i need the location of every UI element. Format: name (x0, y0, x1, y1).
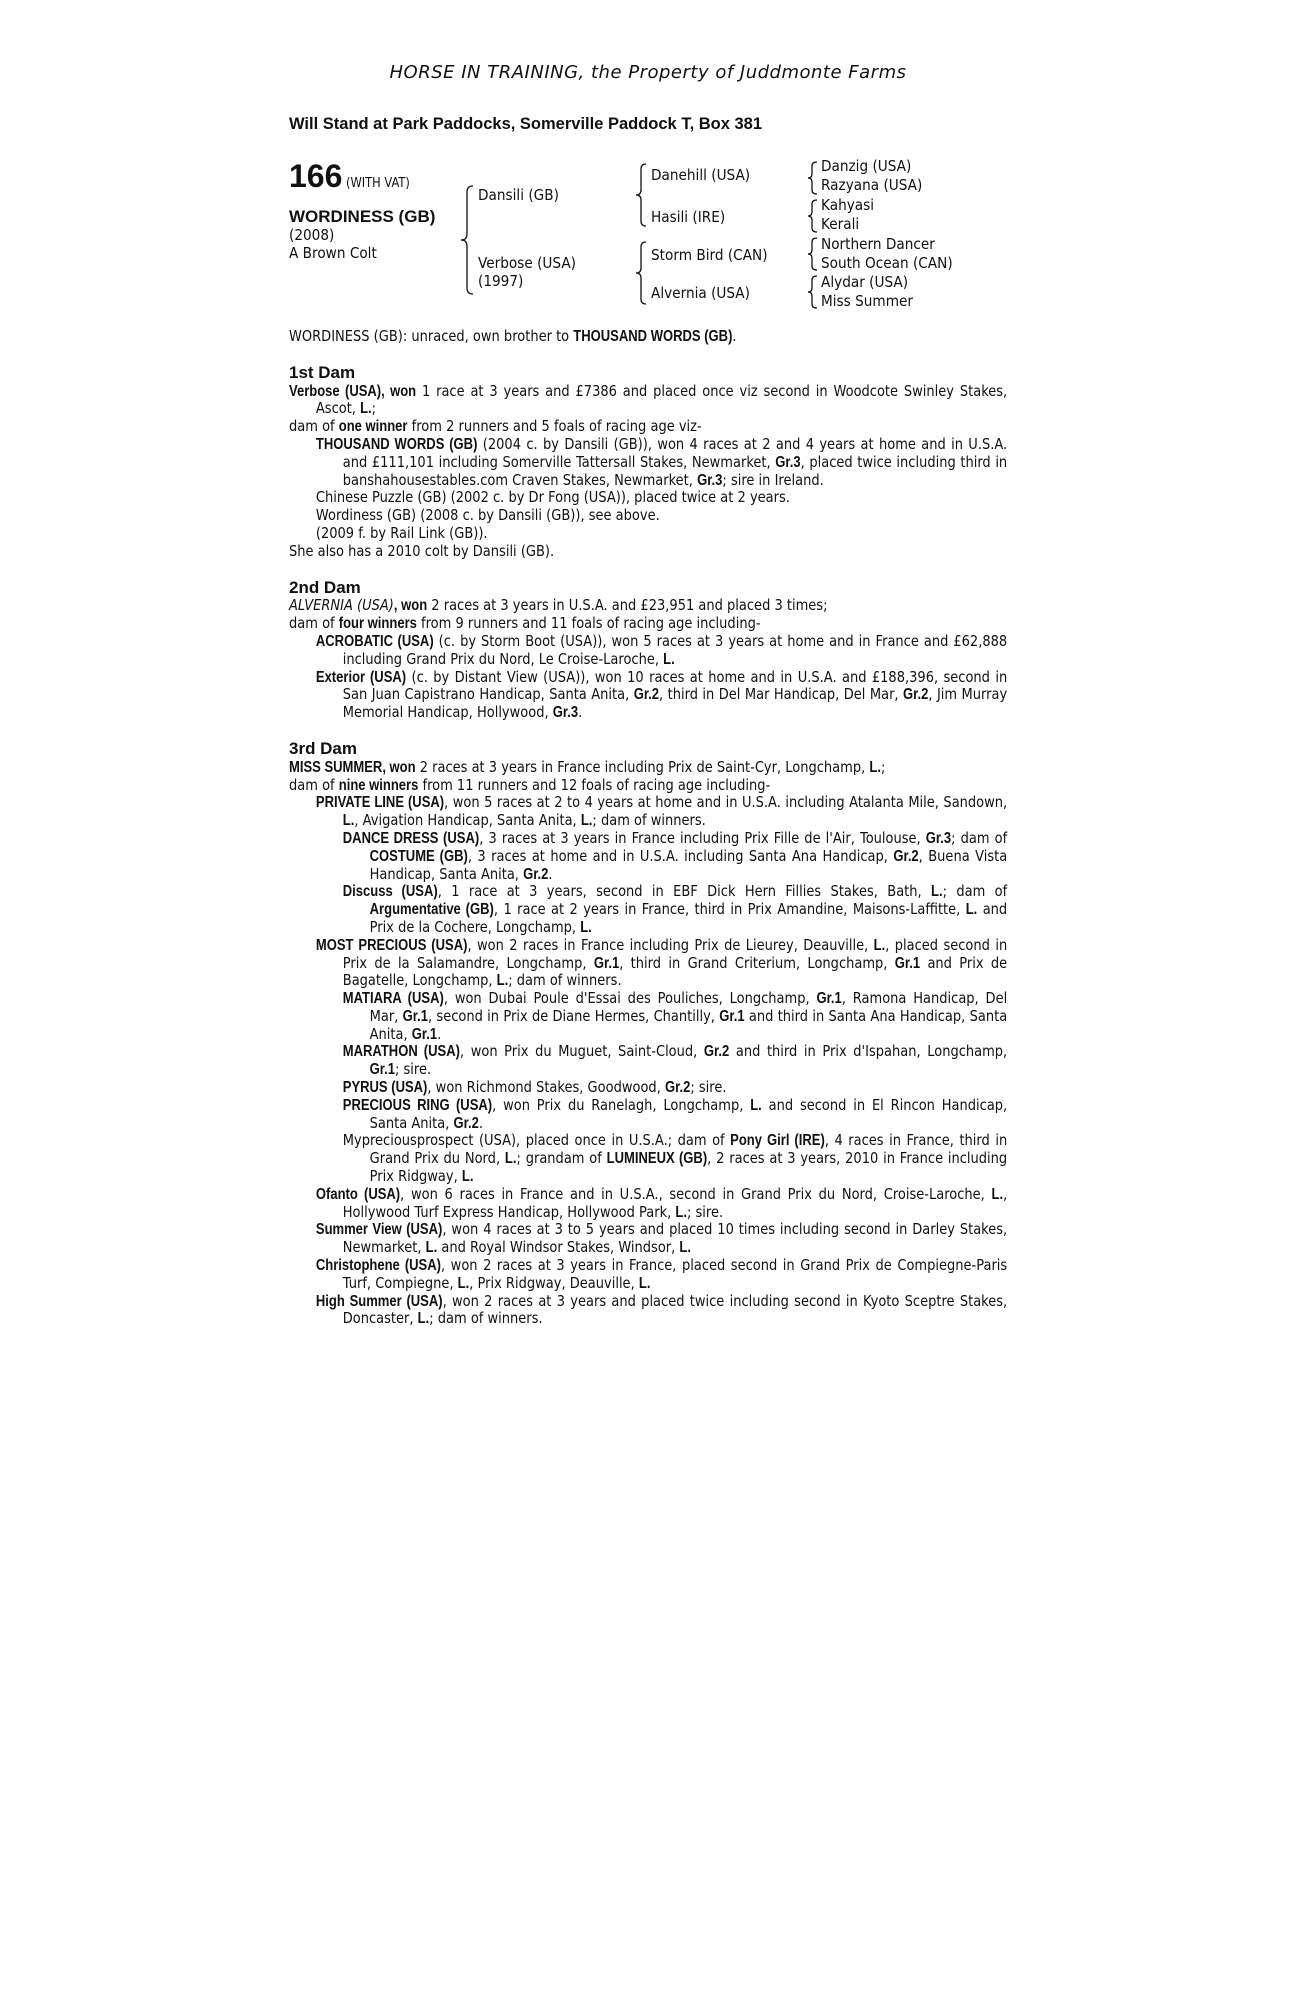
pedigree-g7: Alydar (USA) (821, 273, 909, 291)
pedigree-sire-sire: Danehill (USA) (651, 166, 751, 184)
second-dam-heading: 2nd Dam (289, 577, 361, 597)
pedigree-g1: Danzig (USA) (821, 157, 912, 175)
first-dam-produce-2: Chinese Puzzle (GB) (2002 c. by Dr Fong (USA)), placed twice at 2 years. (315, 488, 790, 507)
third-dam-grand-marathon: MARATHON (USA), won Prix du Muguet, Saint-Cloud, Gr.2 and third in Prix d'Ispahan, Longchamp, Gr.1; sire. (342, 1042, 1008, 1079)
third-dam-produce-summer-view: Summer View (USA), won 4 races at 3 to 5 years and placed 10 times including second in Darley Stakes, Newmarket, L. and Royal Windsor Stakes, Windsor, L. (315, 1220, 1008, 1257)
horse-year: (2008) (289, 226, 335, 244)
third-dam-produce-most-precious: MOST PRECIOUS (USA), won 2 races in France including Prix de Lieurey, Deauville, L., placed second in Prix de la Salamandre, Longchamp, Gr.1, third in Grand Criterium, Longchamp, Gr.1 and Prix de Bagatelle, Longchamp, L.; dam of winners. (315, 935, 1008, 990)
first-dam-produce-4: (2009 f. by Rail Link (GB)). (315, 523, 488, 542)
third-dam-entry: MISS SUMMER, won 2 races at 3 years in France including Prix de Saint-Cyr, Longchamp, L.; (289, 757, 886, 776)
first-dam-produce-1: THOUSAND WORDS (GB) (2004 c. by Dansili (GB)), won 4 races at 2 and 4 years at home and in U.S.A. and £111,101 including Somerville Tattersall Stakes, Newmarket, Gr.3, placed twice including third in banshahousestables.com Craven Stakes, Newmarket, Gr.3; sire in Ireland. (315, 434, 1008, 489)
second-dam-entry: ALVERNIA (USA), won 2 races at 3 years in U.S.A. and £23,951 and placed 3 times; (289, 596, 828, 615)
third-dam-heading: 3rd Dam (289, 738, 358, 758)
third-dam-grand-precious-ring: PRECIOUS RING (USA), won Prix du Ranelagh, Longchamp, L. and second in El Rincon Handicap, Santa Anita, Gr.2. (342, 1095, 1008, 1132)
third-dam-dam-of: dam of nine winners from 11 runners and 12 foals of racing age including- (289, 775, 771, 794)
third-dam-grand-discuss: Discuss (USA), 1 race at 3 years, second in EBF Dick Hern Fillies Stakes, Bath, L.; dam of Argumentative (GB), 1 race at 2 years in France, third in Prix Amandine, Maisons-Laffitte, L. and Prix de la Cochere, Longchamp, L. (342, 882, 1008, 936)
pedigree-sire-dam: Hasili (IRE) (651, 208, 726, 226)
third-dam-grand-dance-dress: DANCE DRESS (USA), 3 races at 3 years in France including Prix Fille de l'Air, Toulouse, Gr.3; dam of COSTUME (GB), 3 races at home and in U.S.A. including Santa Ana Handicap, Gr.2, Buena Vista Handicap, Santa Anita, Gr.2. (342, 828, 1008, 883)
summary-line: WORDINESS (GB): unraced, own brother to THOUSAND WORDS (GB). (289, 327, 737, 345)
third-dam-grand-mypreciousprospect: Mypreciousprospect (USA), placed once in U.S.A.; dam of Pony Girl (IRE), 4 races in France, third in Grand Prix du Nord, L.; grandam of LUMINEUX (GB), 2 races at 3 years, 2010 in France including Prix Ridgway, L. (342, 1131, 1008, 1186)
lot-number: 166 (289, 158, 343, 194)
first-dam-produce-3: Wordiness (GB) (2008 c. by Dansili (GB)), see above. (315, 506, 660, 525)
stand-location: Will Stand at Park Paddocks, Somerville Paddock T, Box 381 (289, 115, 763, 133)
pedigree-g8: Miss Summer (821, 292, 913, 310)
pedigree-dam-sire: Storm Bird (CAN) (651, 246, 768, 264)
third-dam-produce-ofanto: Ofanto (USA), won 6 races in France and in U.S.A., second in Grand Prix du Nord, Croise-Laroche, L., Hollywood Turf Express Handicap, Hollywood Park, L.; sire. (315, 1184, 1008, 1221)
pedigree-g4: Kerali (821, 215, 860, 233)
pedigree-g5: Northern Dancer (821, 235, 935, 253)
first-dam-note: She also has a 2010 colt by Dansili (GB). (289, 541, 555, 560)
catalogue-body (289, 328, 1007, 1328)
third-dam-produce-private-line: PRIVATE LINE (USA), won 5 races at 2 to 4 years at home and in U.S.A. including Atalanta Mile, Sandown, L., Avigation Handicap, Santa Anita, L.; dam of winners. (315, 793, 1008, 830)
second-dam-produce-1: ACROBATIC (USA) (c. by Storm Boot (USA)), won 5 races at 3 years at home and in France and £62,888 including Grand Prix du Nord, Le Croise-Laroche, L. (315, 631, 1008, 668)
horse-description: A Brown Colt (289, 244, 377, 262)
vat-note: (WITH VAT) (346, 176, 411, 191)
third-dam-grand-matiara: MATIARA (USA), won Dubai Poule d'Essai des Pouliches, Longchamp, Gr.1, Ramona Handicap, Del Mar, Gr.1, second in Prix de Diane Hermes, Chantilly, Gr.1 and third in Santa Ana Handicap, Santa Anita, Gr.1. (342, 989, 1008, 1043)
third-dam-produce-christophene: Christophene (USA), won 2 races at 3 years in France, placed second in Grand Prix de Compiegne-Paris Turf, Compiegne, L., Prix Ridgway, Deauville, L. (315, 1256, 1008, 1292)
horse-name: WORDINESS (GB) (289, 207, 436, 226)
lot-number-line (289, 158, 419, 195)
pedigree-g2: Razyana (USA) (821, 176, 923, 194)
page-title: HORSE IN TRAINING, the Property of Juddmonte Farms (389, 62, 907, 83)
third-dam-grand-pyrus: PYRUS (USA), won Richmond Stakes, Goodwood, Gr.2; sire. (342, 1078, 727, 1097)
first-dam-dam-of: dam of one winner from 2 runners and 5 foals of racing age viz- (289, 417, 702, 436)
second-dam-produce-2: Exterior (USA) (c. by Distant View (USA)), won 10 races at home and in U.S.A. and £188,396, second in San Juan Capistrano Handicap, Santa Anita, Gr.2, third in Del Mar Handicap, Del Mar, Gr.2, Jim Murray Memorial Handicap, Hollywood, Gr.3. (315, 667, 1008, 722)
pedigree-brace-g4 (806, 274, 820, 310)
brother-name: THOUSAND WORDS (GB) (573, 328, 733, 345)
third-dam-produce-high-summer: High Summer (USA), won 2 races at 3 years and placed twice including second in Kyoto Sceptre Stakes, Doncaster, L.; dam of winners. (315, 1291, 1008, 1328)
pedigree-dam: Verbose (USA) (478, 254, 576, 272)
pedigree-brace-g3 (806, 236, 820, 272)
pedigree-g6: South Ocean (CAN) (821, 254, 953, 272)
pedigree-brace-g2 (806, 198, 820, 234)
pedigree-brace-dam (634, 240, 650, 306)
pedigree-g3: Kahyasi (821, 196, 875, 214)
first-dam-heading: 1st Dam (289, 362, 356, 382)
pedigree-brace-sire (634, 162, 650, 228)
pedigree-dam-dam: Alvernia (USA) (651, 284, 750, 302)
pedigree-dam-year: (1997) (478, 272, 524, 290)
pedigree-brace-g1 (806, 160, 820, 196)
pedigree-sire: Dansili (GB) (478, 186, 559, 204)
first-dam-entry: Verbose (USA), won 1 race at 3 years and £7386 and placed once viz second in Woodcote Swinley Stakes, Ascot, L.; (289, 381, 1008, 418)
second-dam-dam-of: dam of four winners from 9 runners and 11 foals of racing age including- (289, 614, 761, 633)
pedigree-brace-main (459, 184, 479, 296)
